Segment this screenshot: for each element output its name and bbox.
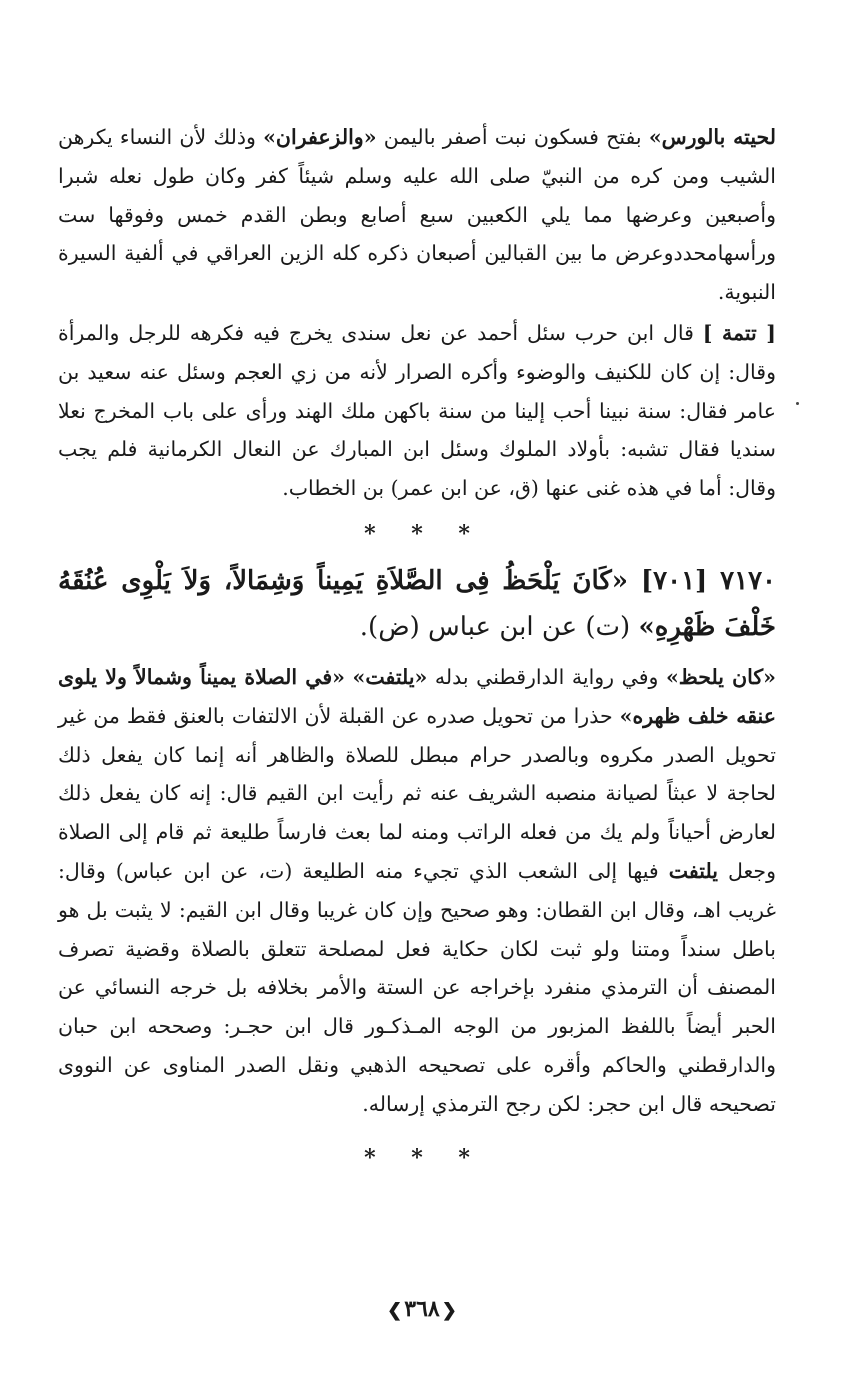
body-text: وذلك لأن النساء يكرهن الشيب ومن كره من النبيّ صلى الله عليه وسلم شيئاً كفر وكان طول نعله شبرا وأصبعين وعرضها مما يلي الكعبين سبع أصابع وبطن القدم خمس وفوقها ست ورأسهامحددوعرض ما بين القبالين أصبعان ذكره كله الزين العراقي في ألفية السيرة النبوية. bbox=[58, 125, 776, 305]
ornament-right-icon: ❯ bbox=[441, 1300, 457, 1321]
ornament-left-icon: ❮ bbox=[387, 1300, 403, 1321]
paragraph-continuation bbox=[58, 118, 776, 312]
body-text: قال ابن حرب سئل أحمد عن نعل سندى يخرج فيه فكرهه للرجل والمرأة وقال: إن كان للكنيف والوضوء وأكره الصرار لأنه من زي العجم وسئل عنه سعيد بن عامر فقال: سنة نبينا أحب إلينا من سنة باكهن ملك الهند ورأى على باب المخرج نعلا سنديا فقال تشبه: بأولاد الملوك وسئل ابن المبارك عن النعال الكرمانية فلم يجب وقال: أما في هذه غنى عنها (ق، عن ابن عمر) بن الخطاب. bbox=[58, 320, 776, 501]
bold-phrase: «والزعفران» bbox=[263, 125, 377, 149]
bold-phrase: «يلتفت» bbox=[352, 664, 428, 689]
hadith-source: (ت) عن ابن عباس (ض). bbox=[359, 611, 639, 642]
bold-phrase: لحيته بالورس» bbox=[648, 125, 776, 149]
paragraph-commentary bbox=[58, 658, 776, 1124]
body-text: بفتح فسكون نبت أصفر باليمن bbox=[376, 125, 649, 149]
bold-phrase: يلتفت bbox=[668, 858, 718, 883]
separator-stars: * * * bbox=[364, 520, 484, 547]
body-text bbox=[345, 665, 353, 689]
bold-phrase: «كان يلحظ» bbox=[665, 664, 776, 689]
body-text: فيها إلى الشعب الذي تجيء منه الطليعة (ت، عن ابن عباس) وقال: غريب اهـ، وقال ابن القطان: وهو صحيح وإن كان غريبا وقال ابن القيم: لا يثبت بل هو باطل سنداً ومتنا ولو ثبت لكان حكاية فعل لمصلحة تتعلق بالصلاة وقضية تصرف المصنف أن الترمذي منفرد بإخراجه عن الستة والأمر بخلافه بل خرجه النسائي عن الحبر أيضاً باللفظ المزبور من الوجه المـذكـور قال ابن حجـر: وصححه ابن حبان والدارقطني والحاكم وأقره على تصحيحه الذهبي ونقل الصدر المناوى عن النووى تصحيحه قال ابن حجر: لكن رجح الترمذي إرساله. bbox=[58, 858, 776, 1116]
paragraph-tatimma bbox=[58, 314, 776, 508]
section-marker: [ تتمة ] bbox=[702, 320, 776, 345]
stray-dot bbox=[796, 402, 799, 405]
hadith-heading bbox=[58, 558, 776, 650]
page-footer bbox=[0, 1296, 844, 1322]
separator-stars: * * * bbox=[364, 1144, 484, 1171]
hadith-number: ٧١٧٠ [٧٠١] bbox=[640, 565, 776, 596]
body-text: حذرا من تحويل صدره عن القبلة لأن الالتفات بالعنق فقط من غير تحويل الصدر مكروه وبالصدر حرام مبطل للصلاة والظاهر أنه إنما كان يفعل ذلك لحاجة لا عبثاً لصيانة منصبه الشريف عنه ثم رأيت ابن القيم قال: إنه كان يفعل ذلك لعارض أحياناً ولم يك من فعله الراتب ومنه لما بعث فارساً طليعة ثم قام إلى الصلاة وجعل bbox=[58, 703, 776, 883]
page-number: ٣٦٨ bbox=[404, 1296, 440, 1322]
bold-phrase: «في الصلاة يميناً وشمالاً ولا يلوى عنقه خلف ظهره» bbox=[58, 664, 776, 728]
body-text: وفي رواية الدارقطني بدله bbox=[427, 664, 666, 689]
hadith-text: «كَانَ يَلْحَظُ فِى الصَّلاَةِ يَمِيناً وَشِمَالاً، وَلاَ يَلْوِى عُنُقَهُ خَلْفَ ظَهْرِهِ» bbox=[58, 565, 776, 642]
